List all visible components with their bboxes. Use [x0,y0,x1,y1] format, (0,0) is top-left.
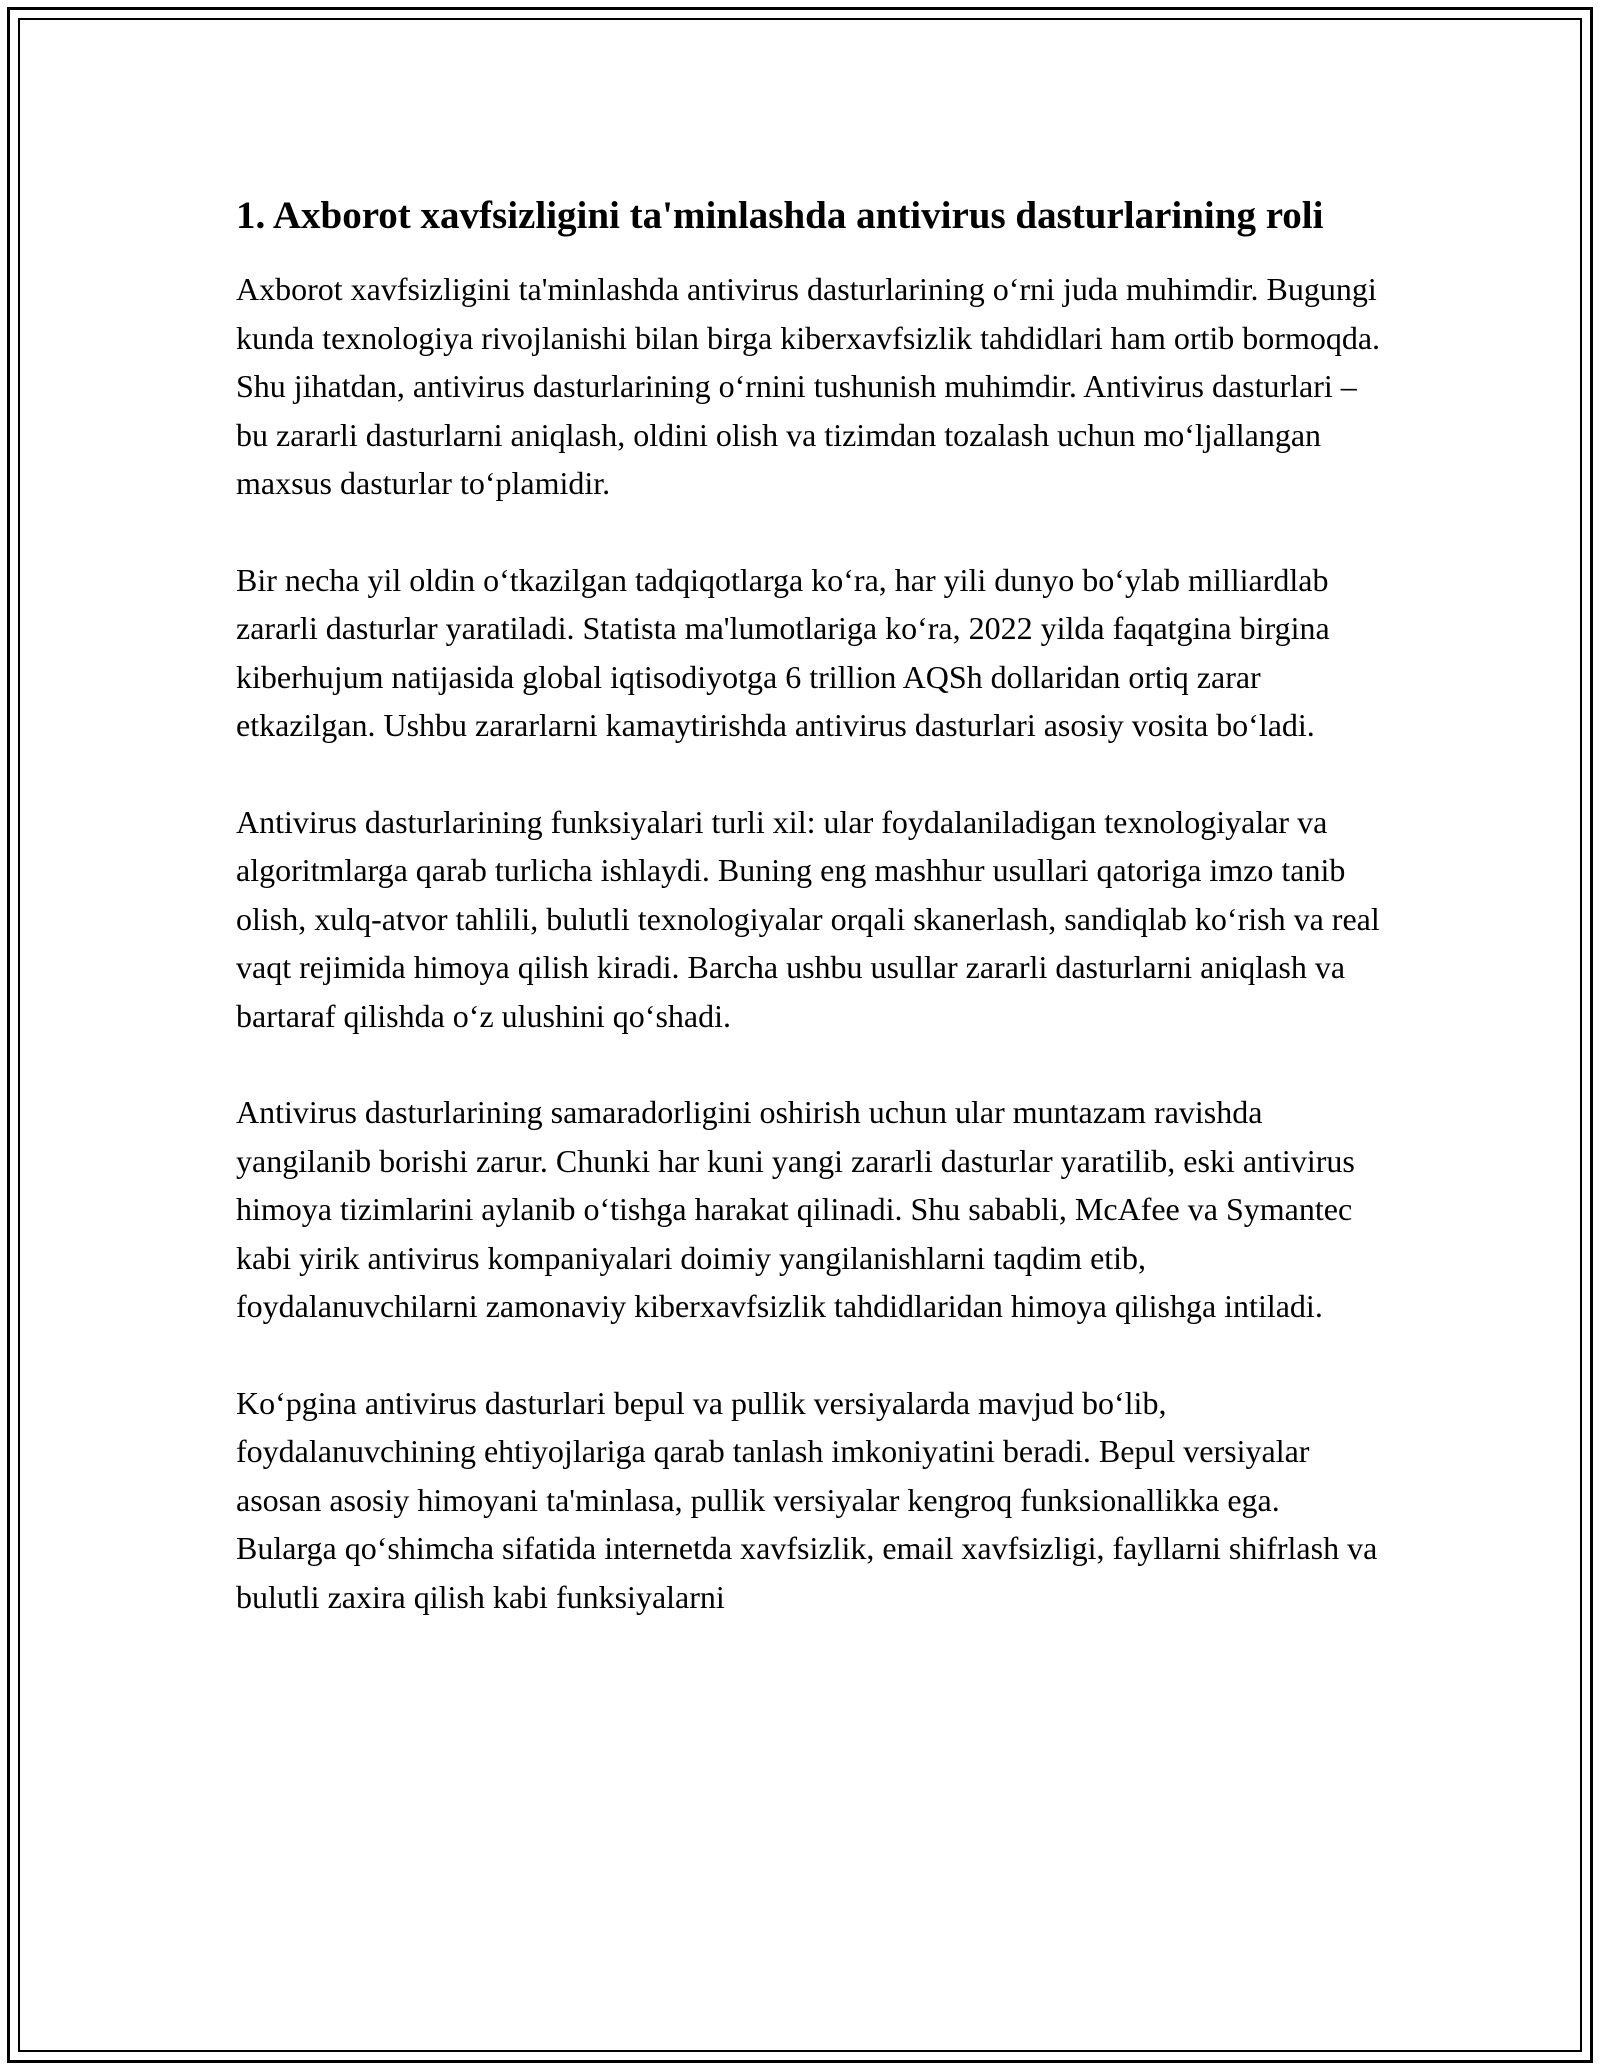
paragraph-2: Bir necha yil oldin o‘tkazilgan tadqiqotlarga ko‘ra, har yili dunyo bo‘ylab milliardlab zararli dasturlar yaratiladi. Statista ma'lumotlariga ko‘ra, 2022 yilda faqatgina birgina kiberhujum natijasida global iqtisodiyotga 6 trillion AQSh dollaridan ortiq zarar etkazilgan. Ushbu zararlarni kamaytirishda antivirus dasturlari asosiy vosita bo‘ladi. [236,561,1330,743]
paragraph-5: Ko‘pgina antivirus dasturlari bepul va pullik versiyalarda mavjud bo‘lib, foydalanuvchining ehtiyojlariga qarab tanlash imkoniyatini beradi. Bepul versiyalar asosan asosiy himoyani ta'minlasa, pullik versiyalar kengroq funksionallikka ega. Bularga qo‘shimcha sifatida internetda xavfsizlik, email xavfsizligi, fayllarni shifrlash va bulutli zaxira qilish kabi funksiyalarni [236,1384,1378,1615]
document-title: 1. Axborot xavfsizligini ta'minlashda antivirus dasturlarining roli [236,194,1324,237]
paragraph-3: Antivirus dasturlarining funksiyalari turli xil: ular foydalaniladigan texnologiyalar va algoritmlarga qarab turlicha ishlaydi. Buning eng mashhur usullari qatoriga imzo tanib olish, xulq-atvor tahlili, bulutli texnologiyalar orqali skanerlash, sandiqlab ko‘rish va real vaqt rejimida himoya qilish kiradi. Barcha ushbu usullar zararli dasturlarni aniqlash va bartaraf qilishda o‘z ulushini qo‘shadi. [236,803,1380,1034]
document-body [236,188,1388,1669]
paragraph-1: Axborot xavfsizligini ta'minlashda antivirus dasturlarining o‘rni juda muhimdir. Bugungi kunda texnologiya rivojlanishi bilan birga kiberxavfsizlik tahdidlari ham ortib bormoqda. Shu jihatdan, antivirus dasturlarining o‘rnini tushunish muhimdir. Antivirus dasturlari – bu zararli dasturlarni aniqlash, oldini olish va tizimdan tozalash uchun mo‘ljallangan maxsus dasturlar to‘plamidir. [236,271,1381,501]
paragraph-4: Antivirus dasturlarining samaradorligini oshirish uchun ular muntazam ravishda yangilanib borishi zarur. Chunki har kuni yangi zararli dasturlar yaratilib, eski antivirus himoya tizimlarini aylanib o‘tishga harakat qilinadi. Shu sababli, McAfee va Symantec kabi yirik antivirus kompaniyalari doimiy yangilanishlarni taqdim etib, foydalanuvchilarni zamonaviy kiberxavfsizlik tahdidlaridan himoya qilishga intiladi. [236,1094,1355,1324]
